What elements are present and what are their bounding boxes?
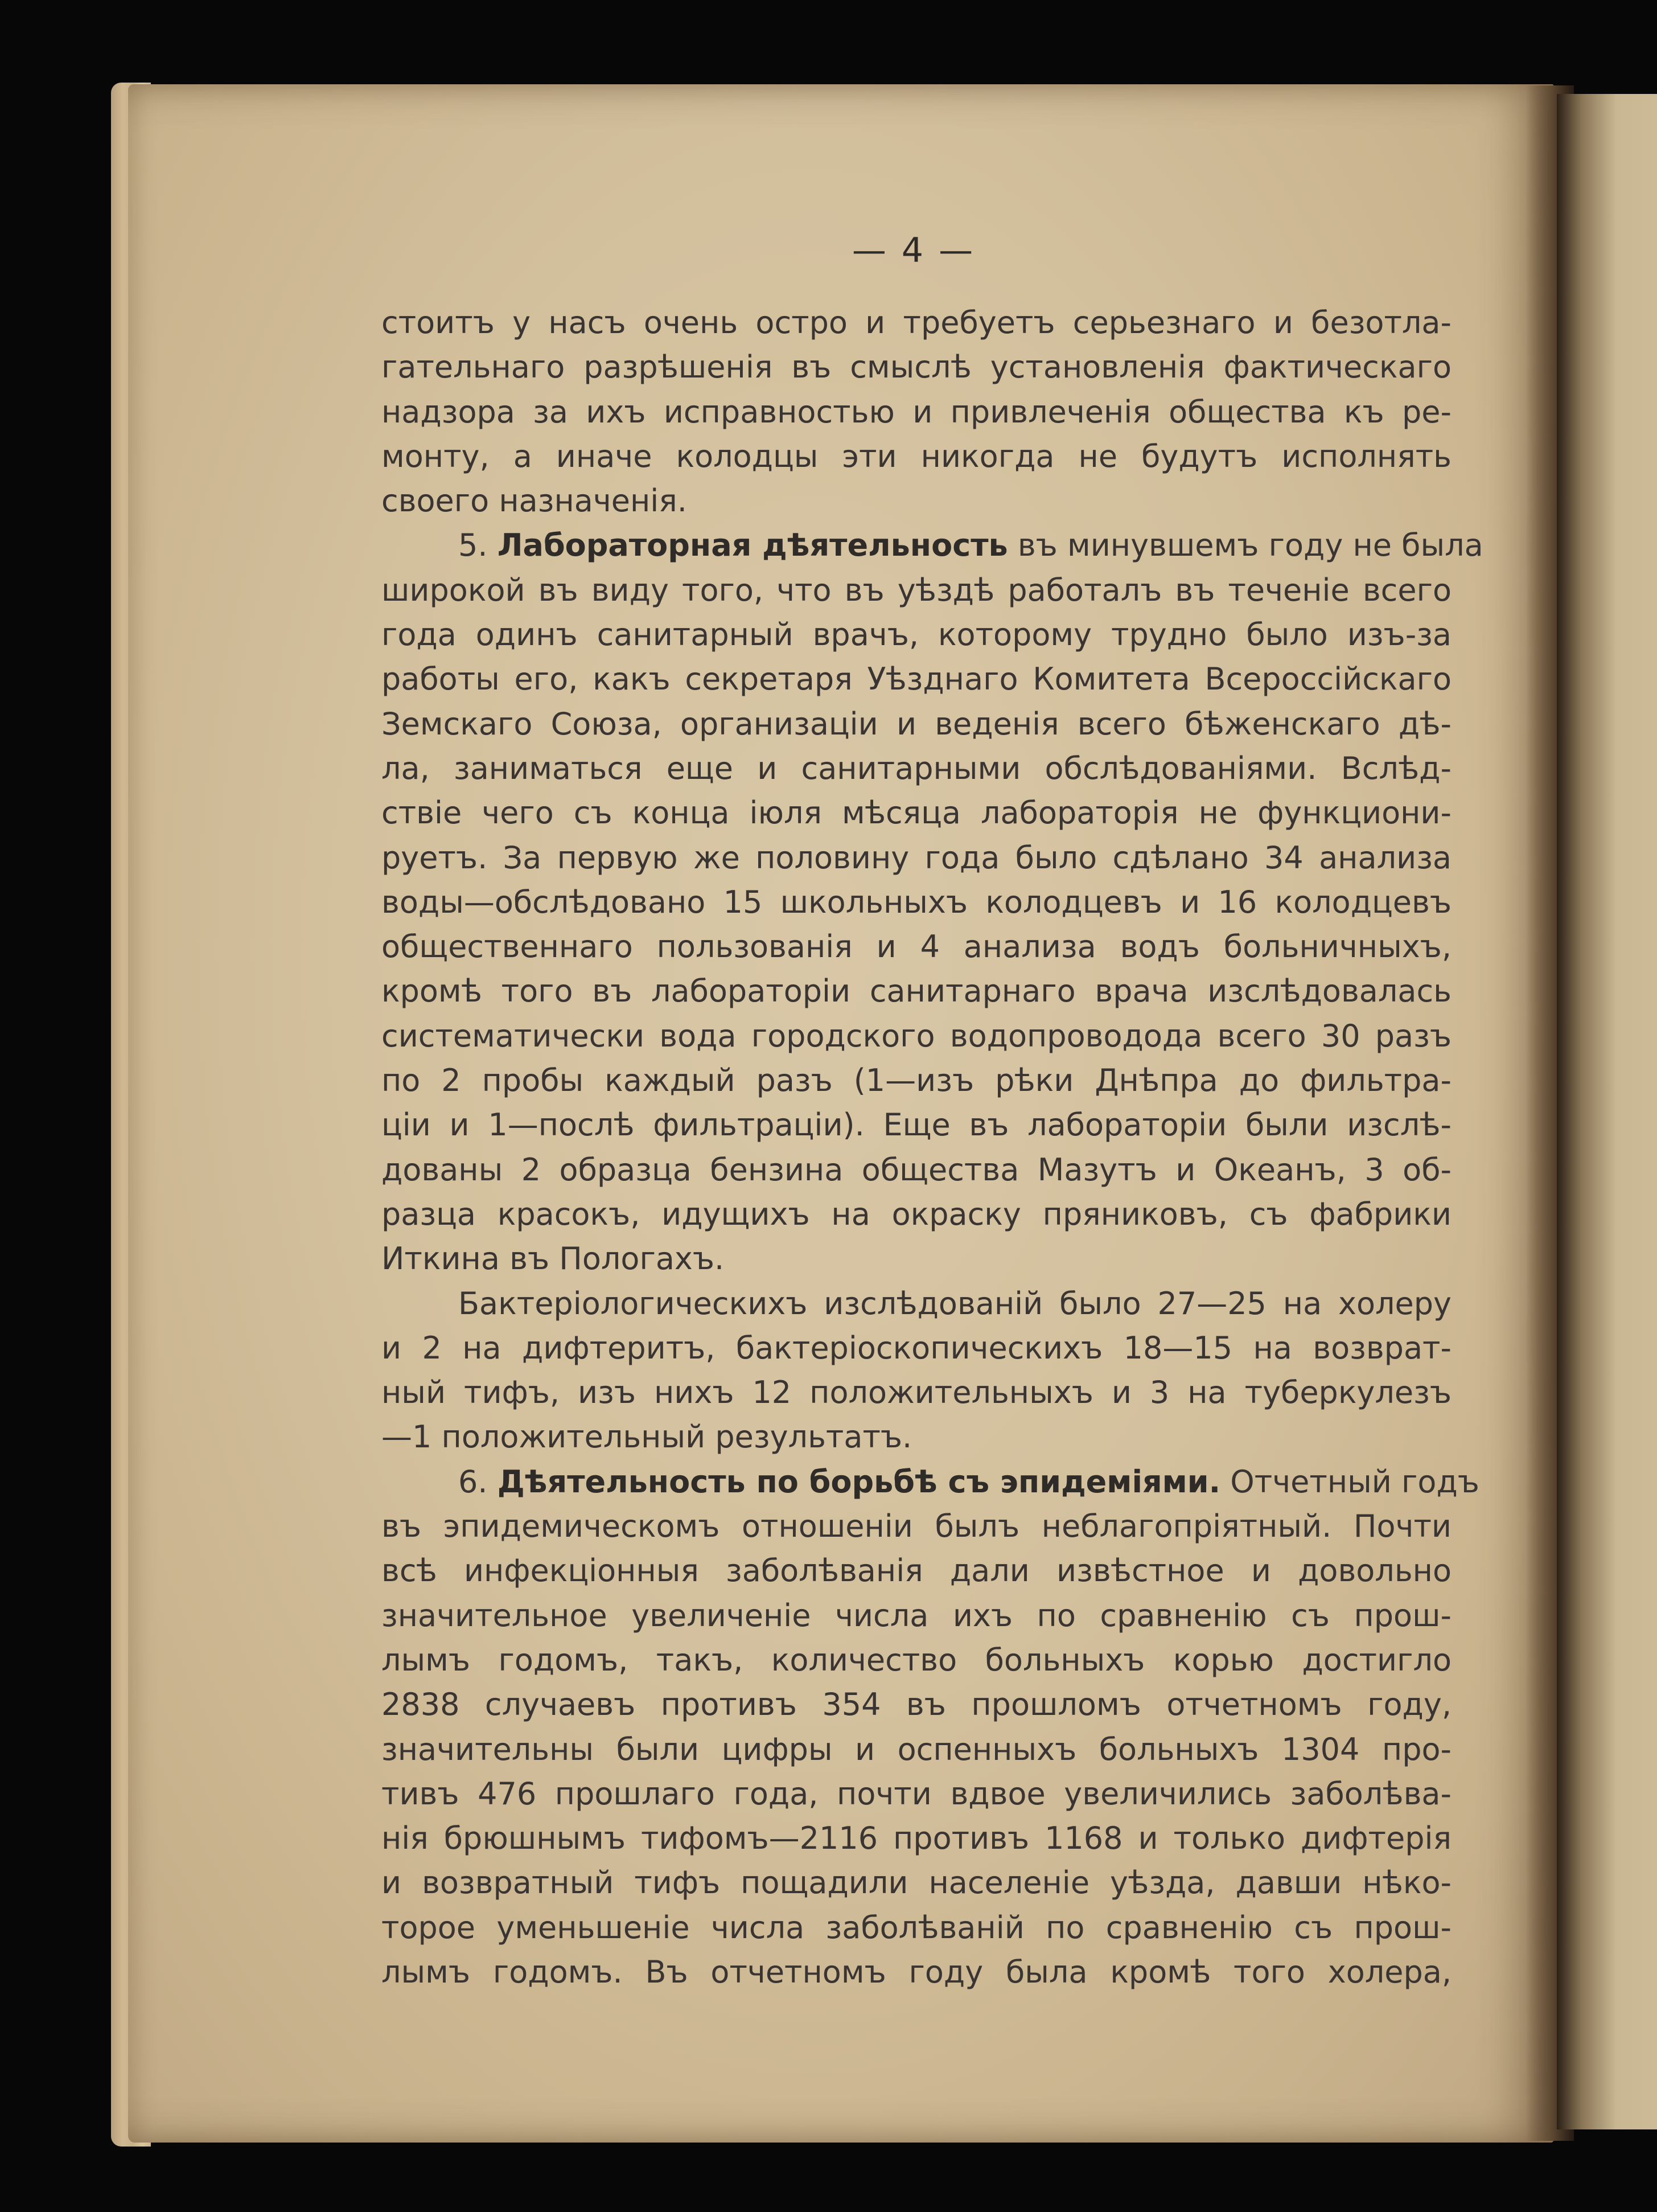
text-line: значительное увеличеніе числа ихъ по сравненію съ прош- [381, 1597, 1452, 1634]
text-line: стоитъ у насъ очень остро и требуетъ серьезнаго и безотла- [381, 305, 1452, 340]
text-line: воды—обслѣдовано 15 школьныхъ колодцевъ и 16 колодцевъ [381, 884, 1452, 920]
text-line: руетъ. За первую же половину года было сдѣлано 34 анализа [381, 839, 1452, 876]
text-line: лымъ годомъ. Въ отчетномъ году была кромѣ того холера, [381, 1954, 1452, 1990]
section-5-first-line-rest: въ минувшемъ году не была [1008, 527, 1483, 564]
page-number: — 4 — [852, 231, 976, 270]
text-line: ствіе чего съ конца іюля мѣсяца лабораторія не функциони- [381, 795, 1452, 831]
text-line: тивъ 476 прошлаго года, почти вдвое увеличились заболѣва- [381, 1775, 1452, 1812]
text-line: по 2 пробы каждый разъ (1—изъ рѣки Днѣпра до фильтра- [381, 1062, 1452, 1099]
text-line: ла, заниматься еще и санитарными обслѣдованіями. Вслѣд- [381, 750, 1452, 786]
section-5-number: 5. [458, 527, 497, 564]
text-line: нія брюшнымъ тифомъ—2116 противъ 1168 и только дифтерія [381, 1820, 1452, 1857]
text-line: общественнаго пользованія и 4 анализа водъ больничныхъ, [381, 929, 1452, 965]
section-6-first-line-rest: Отчетный годъ [1220, 1463, 1479, 1500]
text-line: монту, а иначе колодцы эти никогда не будутъ исполнять [381, 438, 1452, 474]
section-5-heading: Лабораторная дѣятельность [497, 527, 1008, 564]
text-line: и возвратный тифъ пощадили населеніе уѣзда, давши нѣко- [381, 1865, 1452, 1901]
text-line: торое уменьшеніе числа заболѣваній по сравненію съ прош- [381, 1909, 1452, 1946]
text-line: —1 положительный результатъ. [381, 1419, 912, 1455]
text-line: и 2 на дифтеритъ, бактеріоскопическихъ 18—15 на возврат- [381, 1329, 1452, 1366]
text-line: ціи и 1—послѣ фильтраціи). Еще въ лабораторіи были изслѣ- [381, 1107, 1452, 1143]
text-line: систематически вода городского водопроводода всего 30 разъ [381, 1017, 1452, 1054]
facing-page-edge [1557, 94, 1657, 2129]
text-line: всѣ инфекціонныя заболѣванія дали извѣстное и довольно [381, 1553, 1452, 1589]
text-line: лымъ годомъ, такъ, количество больныхъ корью достигло [381, 1641, 1452, 1678]
section-6-first-line [381, 1460, 1479, 1504]
text-line: дованы 2 образца бензина общества Мазутъ и Океанъ, 3 об- [381, 1151, 1452, 1188]
section-6-heading: Дѣятельность по борьбѣ съ эпидеміями. [497, 1463, 1221, 1500]
text-line: Иткина въ Пологахъ. [381, 1241, 725, 1277]
text-line: кромѣ того въ лабораторіи санитарнаго врача изслѣдовалась [381, 973, 1452, 1009]
page-text [381, 301, 1483, 1995]
text-line: ный тифъ, изъ нихъ 12 положительныхъ и 3 на туберкулезъ [381, 1374, 1452, 1411]
text-line: года одинъ санитарный врачъ, которому трудно было изъ-за [381, 617, 1452, 653]
text-line: разца красокъ, идущихъ на окраску пряниковъ, съ фабрики [381, 1196, 1452, 1232]
text-line: Земскаго Союза, организаціи и веденія всего бѣженскаго дѣ- [381, 705, 1452, 742]
text-line: значительны были цифры и оспенныхъ больныхъ 1304 про- [381, 1731, 1452, 1767]
text-line: въ эпидемическомъ отношеніи былъ неблагопріятный. Почти [381, 1508, 1452, 1545]
section-5-first-line [381, 523, 1483, 568]
text-line: 2838 случаевъ противъ 354 въ прошломъ отчетномъ году, [381, 1686, 1452, 1723]
section-6-number: 6. [458, 1463, 497, 1500]
text-line: надзора за ихъ исправностью и привлеченія общества къ ре- [381, 393, 1452, 430]
text-line: широкой въ виду того, что въ уѣздѣ работалъ въ теченіе всего [381, 572, 1452, 608]
text-line: работы его, какъ секретаря Уѣзднаго Комитета Всероссійскаго [381, 661, 1452, 697]
text-line: своего назначенія. [381, 483, 687, 519]
text-line: гательнаго разрѣшенія въ смыслѣ установленія фактическаго [381, 349, 1452, 385]
text-line: Бактеріологическихъ изслѣдованій было 27—25 на холеру [458, 1285, 1452, 1322]
